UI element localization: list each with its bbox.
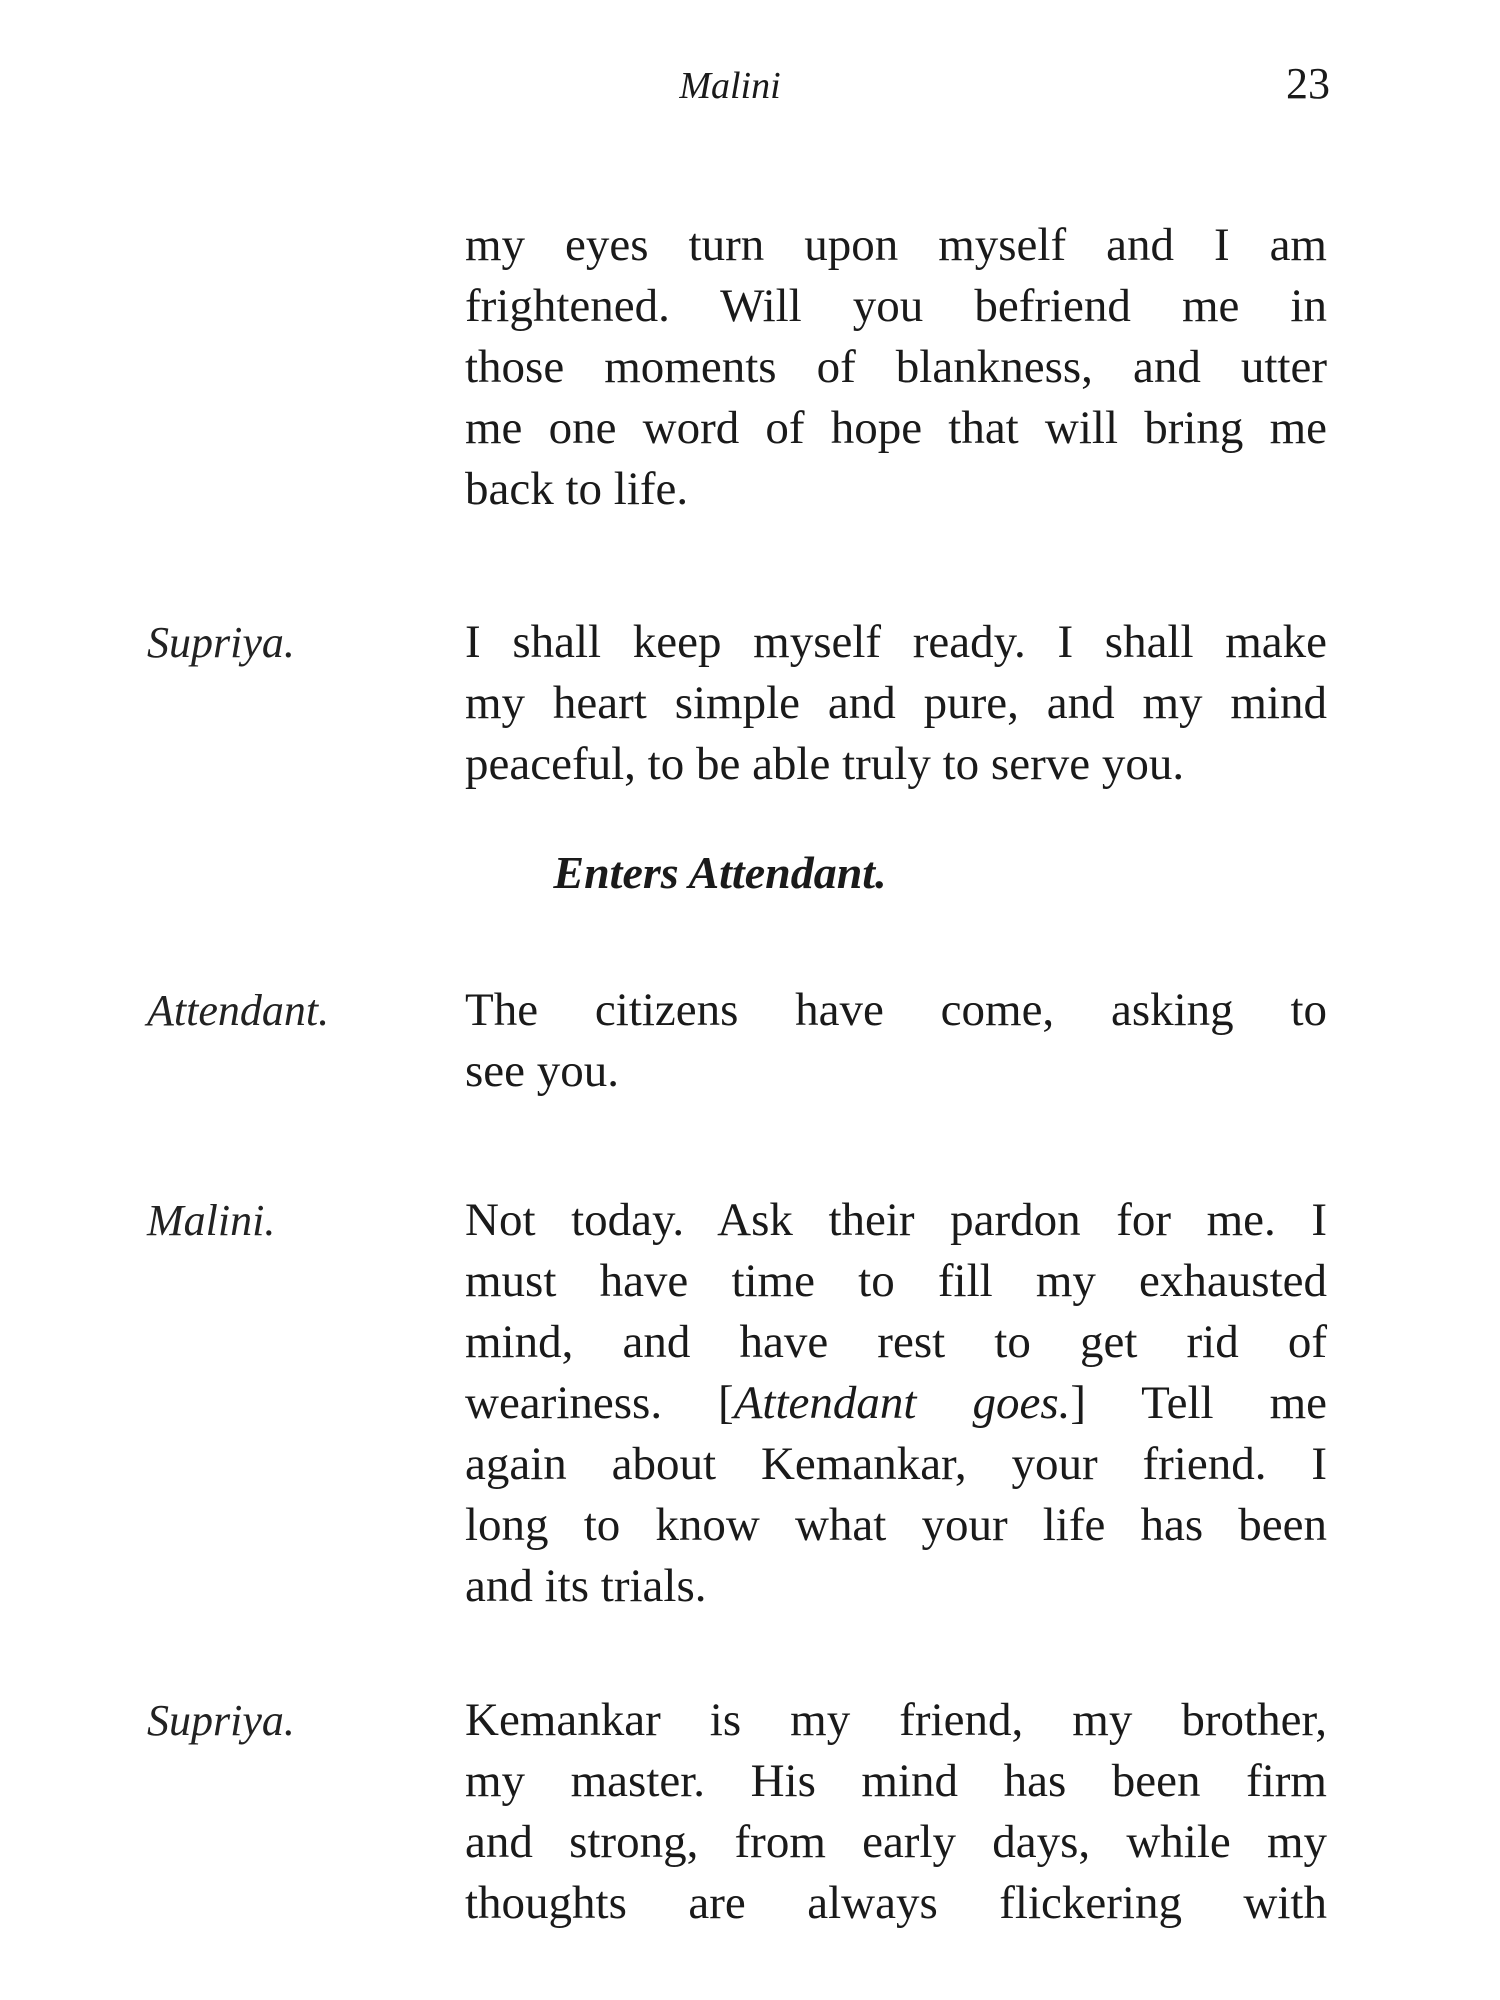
inline-stage-direction: Attendant goes. bbox=[733, 1377, 1071, 1429]
text-line: long to know what your life has been bbox=[465, 1499, 1327, 1551]
running-title: Malini bbox=[679, 65, 781, 107]
stage-direction bbox=[0, 846, 1500, 899]
speech-text bbox=[465, 612, 1327, 795]
text-line: frightened. Will you befriend me in bbox=[465, 280, 1327, 332]
text-line: me one word of hope that will bring me bbox=[465, 402, 1327, 454]
speech-text bbox=[465, 1690, 1327, 1934]
text-line: Not today. Ask their pardon for me. I bbox=[465, 1194, 1327, 1246]
text-line: back to life. bbox=[465, 463, 689, 515]
text-line: weariness. [Attendant goes.] Tell me bbox=[465, 1377, 1327, 1429]
speaker-name: Malini. bbox=[147, 1196, 276, 1245]
page-number: 23 bbox=[1286, 59, 1330, 108]
text-line: my heart simple and pure, and my mind bbox=[465, 677, 1327, 729]
text-line: thoughts are always flickering with bbox=[465, 1877, 1327, 1929]
text-line: again about Kemankar, your friend. I bbox=[465, 1438, 1327, 1490]
text-line: my master. His mind has been firm bbox=[465, 1755, 1327, 1807]
text-line: and its trials. bbox=[465, 1560, 707, 1612]
speech-text bbox=[465, 215, 1327, 520]
speaker-name: Supriya. bbox=[147, 1696, 295, 1745]
speech-text bbox=[465, 980, 1327, 1102]
text-line: see you. bbox=[465, 1045, 620, 1097]
speaker-name: Supriya. bbox=[147, 618, 295, 667]
speech-text bbox=[465, 1190, 1327, 1617]
speaker-name: Attendant. bbox=[147, 986, 330, 1035]
text-line: those moments of blankness, and utter bbox=[465, 341, 1327, 393]
text-line: I shall keep myself ready. I shall make bbox=[465, 616, 1327, 668]
text-line: peaceful, to be able truly to serve you. bbox=[465, 738, 1185, 790]
text-line: mind, and have rest to get rid of bbox=[465, 1316, 1327, 1368]
running-head bbox=[0, 58, 1500, 118]
text-line: Kemankar is my friend, my brother, bbox=[465, 1694, 1327, 1746]
text-line: my eyes turn upon myself and I am bbox=[465, 219, 1327, 271]
text-line: must have time to fill my exhausted bbox=[465, 1255, 1327, 1307]
text-line: The citizens have come, asking to bbox=[465, 984, 1327, 1036]
stage-direction-text: Enters Attendant. bbox=[553, 847, 887, 898]
text-line: and strong, from early days, while my bbox=[465, 1816, 1327, 1868]
